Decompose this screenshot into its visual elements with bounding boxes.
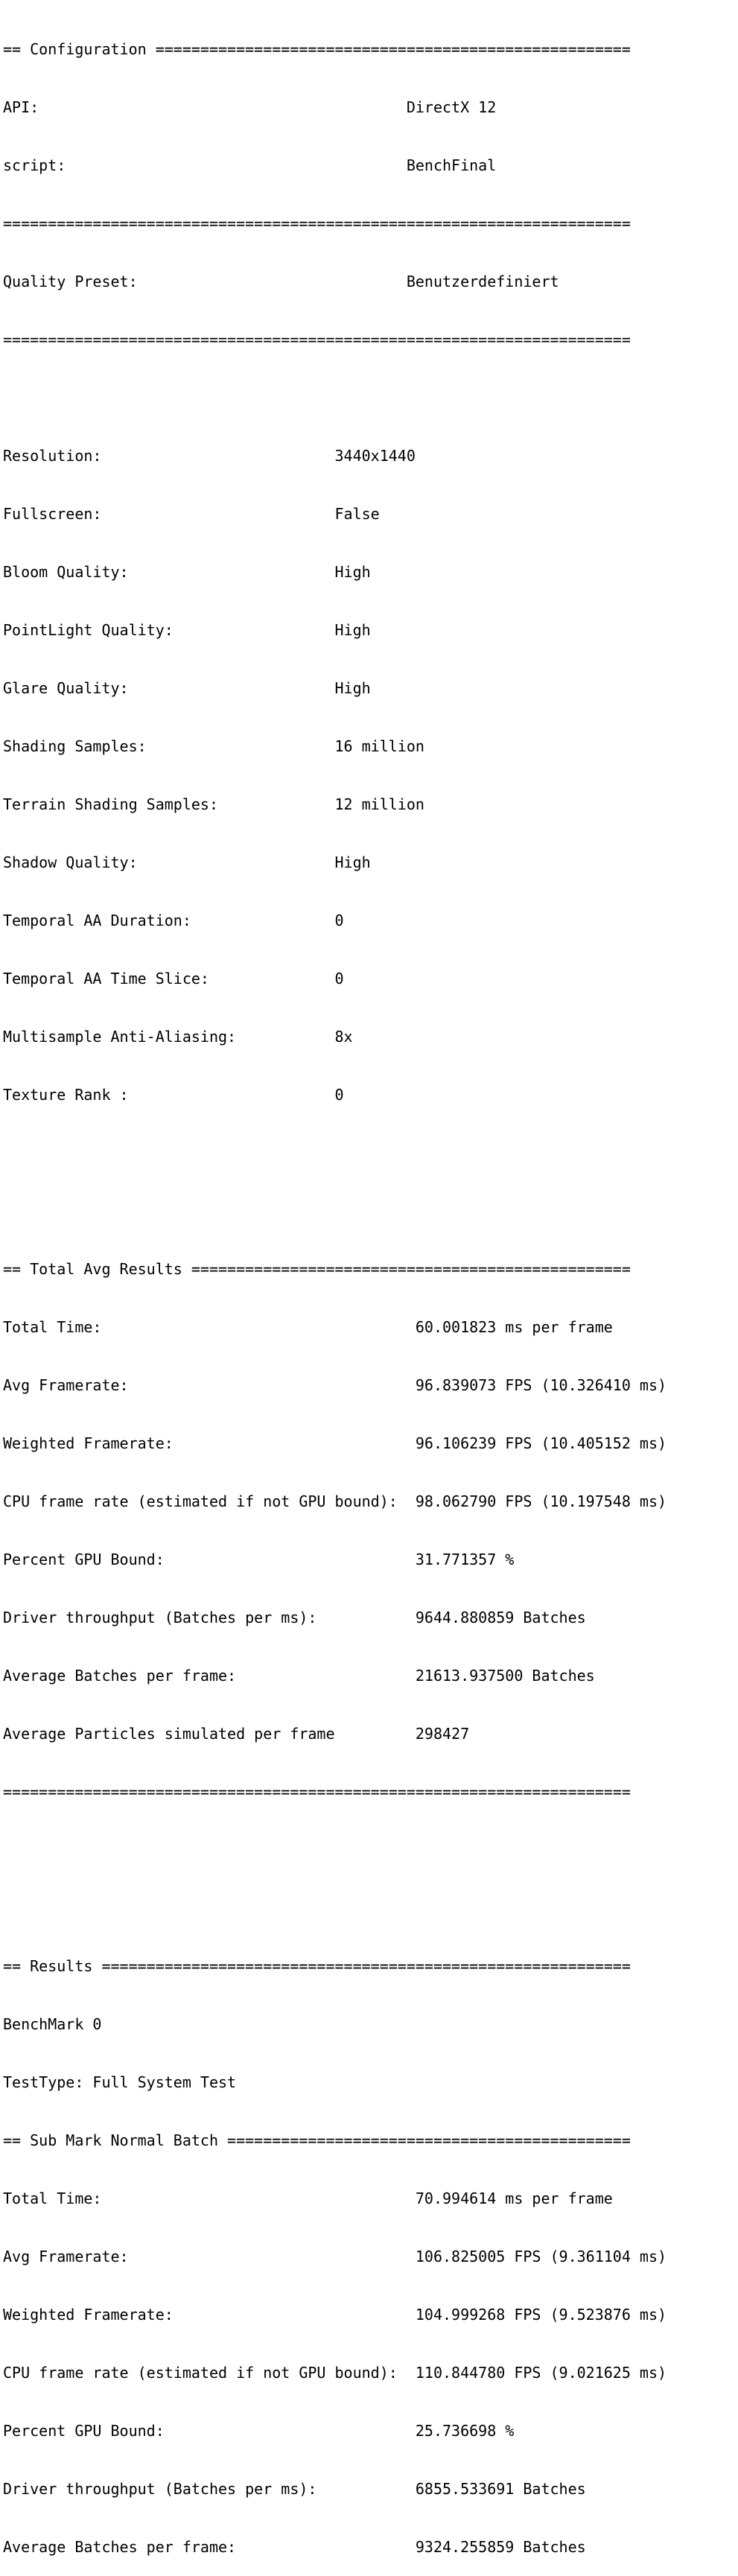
setting-pointlight-quality-row: PointLight Quality: High [3, 621, 371, 639]
blank-line [3, 1143, 667, 1163]
setting-shading-samples-row: Shading Samples: 16 million [3, 737, 424, 755]
setting-bloom-quality-row: Bloom Quality: High [3, 563, 371, 581]
setting-shadow-quality-row: Shadow Quality: High [3, 853, 371, 871]
config-api-row: API: DirectX 12 [3, 98, 497, 116]
percent-gpu-bound-row: Percent GPU Bound: 31.771357 % [3, 1551, 515, 1568]
config-script-row: script: BenchFinal [3, 156, 497, 174]
sub-percent-gpu-bound-row: Percent GPU Bound: 25.736698 % [3, 2422, 515, 2440]
configuration-header: == Configuration ===================================================== [3, 40, 631, 58]
config-quality-preset-row: Quality Preset: Benutzerdefiniert [3, 273, 559, 290]
total-time-row: Total Time: 60.001823 ms per frame [3, 1318, 613, 1336]
setting-fullscreen-row: Fullscreen: False [3, 505, 380, 523]
cpu-frame-rate-row: CPU frame rate (estimated if not GPU bound): 98.062790 FPS (10.197548 ms) [3, 1492, 667, 1510]
separator-line: ====================================================================== [3, 1783, 631, 1801]
average-particles-row: Average Particles simulated per frame 298427 [3, 1725, 470, 1743]
separator-line: ====================================================================== [3, 331, 631, 349]
avg-framerate-row: Avg Framerate: 96.839073 FPS (10.326410 ms) [3, 1376, 667, 1394]
separator-line: ====================================================================== [3, 214, 631, 232]
sub-weighted-framerate-row: Weighted Framerate: 104.999268 FPS (9.523876 ms) [3, 2306, 667, 2324]
setting-temporal-aa-time-slice-row: Temporal AA Time Slice: 0 [3, 970, 344, 988]
blank-line [3, 388, 667, 407]
sub-avg-framerate-row: Avg Framerate: 106.825005 FPS (9.361104 ms) [3, 2248, 667, 2265]
sub-mark-normal-batch-header: == Sub Mark Normal Batch ============================================= [3, 2131, 631, 2149]
setting-terrain-shading-samples-row: Terrain Shading Samples: 12 million [3, 795, 424, 813]
results-header: == Results =========================================================== [3, 1957, 631, 1975]
sub-total-time-row: Total Time: 70.994614 ms per frame [3, 2189, 613, 2207]
setting-glare-quality-row: Glare Quality: High [3, 679, 371, 697]
setting-temporal-aa-duration-row: Temporal AA Duration: 0 [3, 912, 344, 929]
total-avg-results-header: == Total Avg Results ================================================= [3, 1260, 631, 1278]
blank-line [3, 1840, 667, 1860]
benchmark-log-document [3, 1, 667, 2576]
benchmark-id-row: BenchMark 0 [3, 2015, 102, 2033]
sub-cpu-frame-rate-row: CPU frame rate (estimated if not GPU bound): 110.844780 FPS (9.021625 ms) [3, 2364, 667, 2382]
sub-average-batches-row: Average Batches per frame: 9324.255859 Batches [3, 2538, 586, 2556]
test-type-row: TestType: Full System Test [3, 2073, 237, 2091]
blank-line [3, 1201, 667, 1221]
weighted-framerate-row: Weighted Framerate: 96.106239 FPS (10.405152 ms) [3, 1434, 667, 1452]
average-batches-row: Average Batches per frame: 21613.937500 Batches [3, 1667, 595, 1685]
blank-line [3, 1898, 667, 1918]
setting-resolution-row: Resolution: 3440x1440 [3, 447, 416, 465]
setting-msaa-row: Multisample Anti-Aliasing: 8x [3, 1028, 353, 1046]
setting-texture-rank-row: Texture Rank : 0 [3, 1086, 344, 1104]
driver-throughput-row: Driver throughput (Batches per ms): 9644.880859 Batches [3, 1609, 586, 1626]
sub-driver-throughput-row: Driver throughput (Batches per ms): 6855.533691 Batches [3, 2480, 586, 2498]
